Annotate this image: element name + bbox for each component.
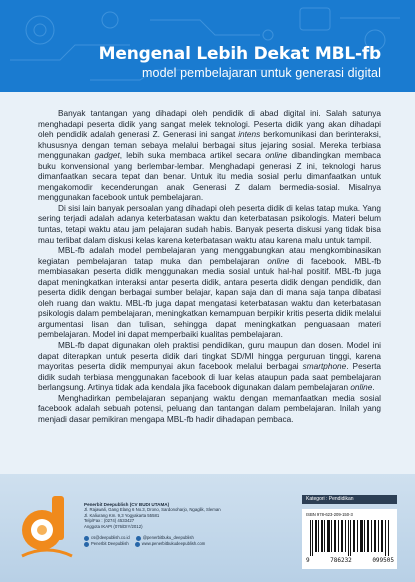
category-label: Kategori : Pendidikan [302, 495, 397, 504]
book-title: Mengenal Lebih Dekat MBL-fb [98, 44, 381, 64]
publisher-info [84, 502, 234, 529]
globe-icon [135, 542, 140, 547]
barcode-digits: 9 786232 099505 [306, 557, 394, 564]
paragraph-2: Di sisi lain banyak persoalan yang dihadapi oleh peserta didik di kelas tatap muka. Yang sering terjadi adalah adanya keterbatasan waktu dan keterbatasan psikologis. Materi belum tuntas, tetapi waktu atau jam pelajaran sudah habis. Banyak peserta diskusi yang tidak bisa mau terlibat dalam diskusi kelas karena keterbatasan waktu atau karena malu untuk tampil. [38, 203, 381, 245]
publisher-address-1: Jl. Rajawali, Gang Elang 6 No.3, Drono, Sardonoharjo, Ngaglik, Sleman [84, 507, 221, 513]
cover-header [0, 0, 415, 92]
isbn-barcode [302, 509, 397, 569]
facebook-contact[interactable]: Penerbit Deepublish [84, 541, 129, 547]
publisher-contacts [84, 535, 259, 547]
paragraph-1: Banyak tantangan yang dihadapi oleh pendidik di abad digital ini. Salah satunya menghadapi peserta didik yang sangat melek teknologi. Peserta didik yang akan dihadapi oleh pendidik adalah generasi Z. Generasi ini sangat intens berkomunikasi dan berinteraksi, khususnya dengan teman sebaya melalui berbagai situs jejaring sosial. Mereka terbiasa menggunakan gadget, lebih suka membaca artikel secara online dibandingkan membaca buku konvensional yang berlembar-lembar. Menghadapi generasi Z ini, teknologi harus dimanfaatkan secara tepat dan benar. Untuk itu media sosial perlu dimanfaatkan untuk mengakomodir kecenderungan anak Generasi Z dalam bermedia-sosial. Misalnya menggunakan facebook untuk pembelajaran. [38, 109, 381, 203]
publisher-phone: Telp/Fax : (0274) 4533427 [84, 518, 135, 524]
facebook-icon [84, 542, 89, 547]
barcode-bars [310, 520, 390, 556]
email-contact[interactable]: cs@deepublish.co.id [84, 535, 130, 541]
instagram-contact[interactable]: @penerbitbuku_deepublish [136, 535, 194, 541]
paragraph-3: MBL-fb adalah model pembelajaran yang menggabungkan atau mengkombinasikan kegiatan pembelajaran tatap muka dan pembelajaran online di facebook. MBL-fb membiasakan peserta didik menggunakan media sosial untuk hal-hal positif. MBL-fb juga dapat meningkatkan interaksi antar peserta didik, antara peserta didik dengan pendidik, dan peserta didik dengan berbagai sumber belajar, kapan saja dan di mana saja tanpa dibatasi oleh ruang dan waktu. MBL-fb juga dapat mengatasi keterbatasan waktu dan keterbatasan psikologis dalam pembelajaran, meningkatkan kemampuan berpikir kritis peserta didik melalui argumentasi lisan dan tulisan, sehingga dapat meningkatkan penguasaan materi pembelajaran. Model ini dapat memperbaiki kualitas pembelajaran. [38, 246, 382, 340]
website-contact[interactable]: www.penerbitbukudeepublish.com [135, 541, 206, 547]
paragraph-4: MBL-fb dapat digunakan oleh praktisi pendidikan, guru maupun dan dosen. Model ini dapat diterapkan untuk peserta didik dari tingkat SD/MI hingga perguruan tinggi, karena mayoritas peserta didik mempunyai akun facebook melalui berbagai smartphone. Peserta didik sudah terbiasa menggunakan facebook di luar kelas ataupun pada saat pembelajaran berlangsung. Artinya tidak ada kendala jika facebook digunakan dalam pembelajaran online. [38, 341, 381, 393]
deepublish-logo-icon [18, 494, 76, 568]
instagram-icon [136, 536, 141, 541]
publisher-name: Penerbit Deepublish (CV BUDI UTAMA) [84, 502, 170, 507]
email-icon [84, 536, 89, 541]
publisher-member: Anggota IKAPI (076/DIY/2012) [84, 523, 143, 529]
paragraph-5: Menghadirkan pembelajaran sepanjang waktu dengan memanfaatkan media sosial facebook adalah sebuah potensi, peluang dan tantangan dalam pembelajaran. Inilah yang menjadi dasar pemikiran mengapa MBL-fb hadir dihadapan pembaca. [38, 393, 381, 424]
publisher-address-2: Jl. Kaliurang Km. 9,3 Yogyakarta 55581 [84, 512, 160, 518]
book-subtitle: model pembelajaran untuk generasi digital [142, 66, 381, 80]
blurb-text [38, 109, 381, 425]
isbn-number: ISBN 978-623-209-150-3 [306, 512, 353, 517]
